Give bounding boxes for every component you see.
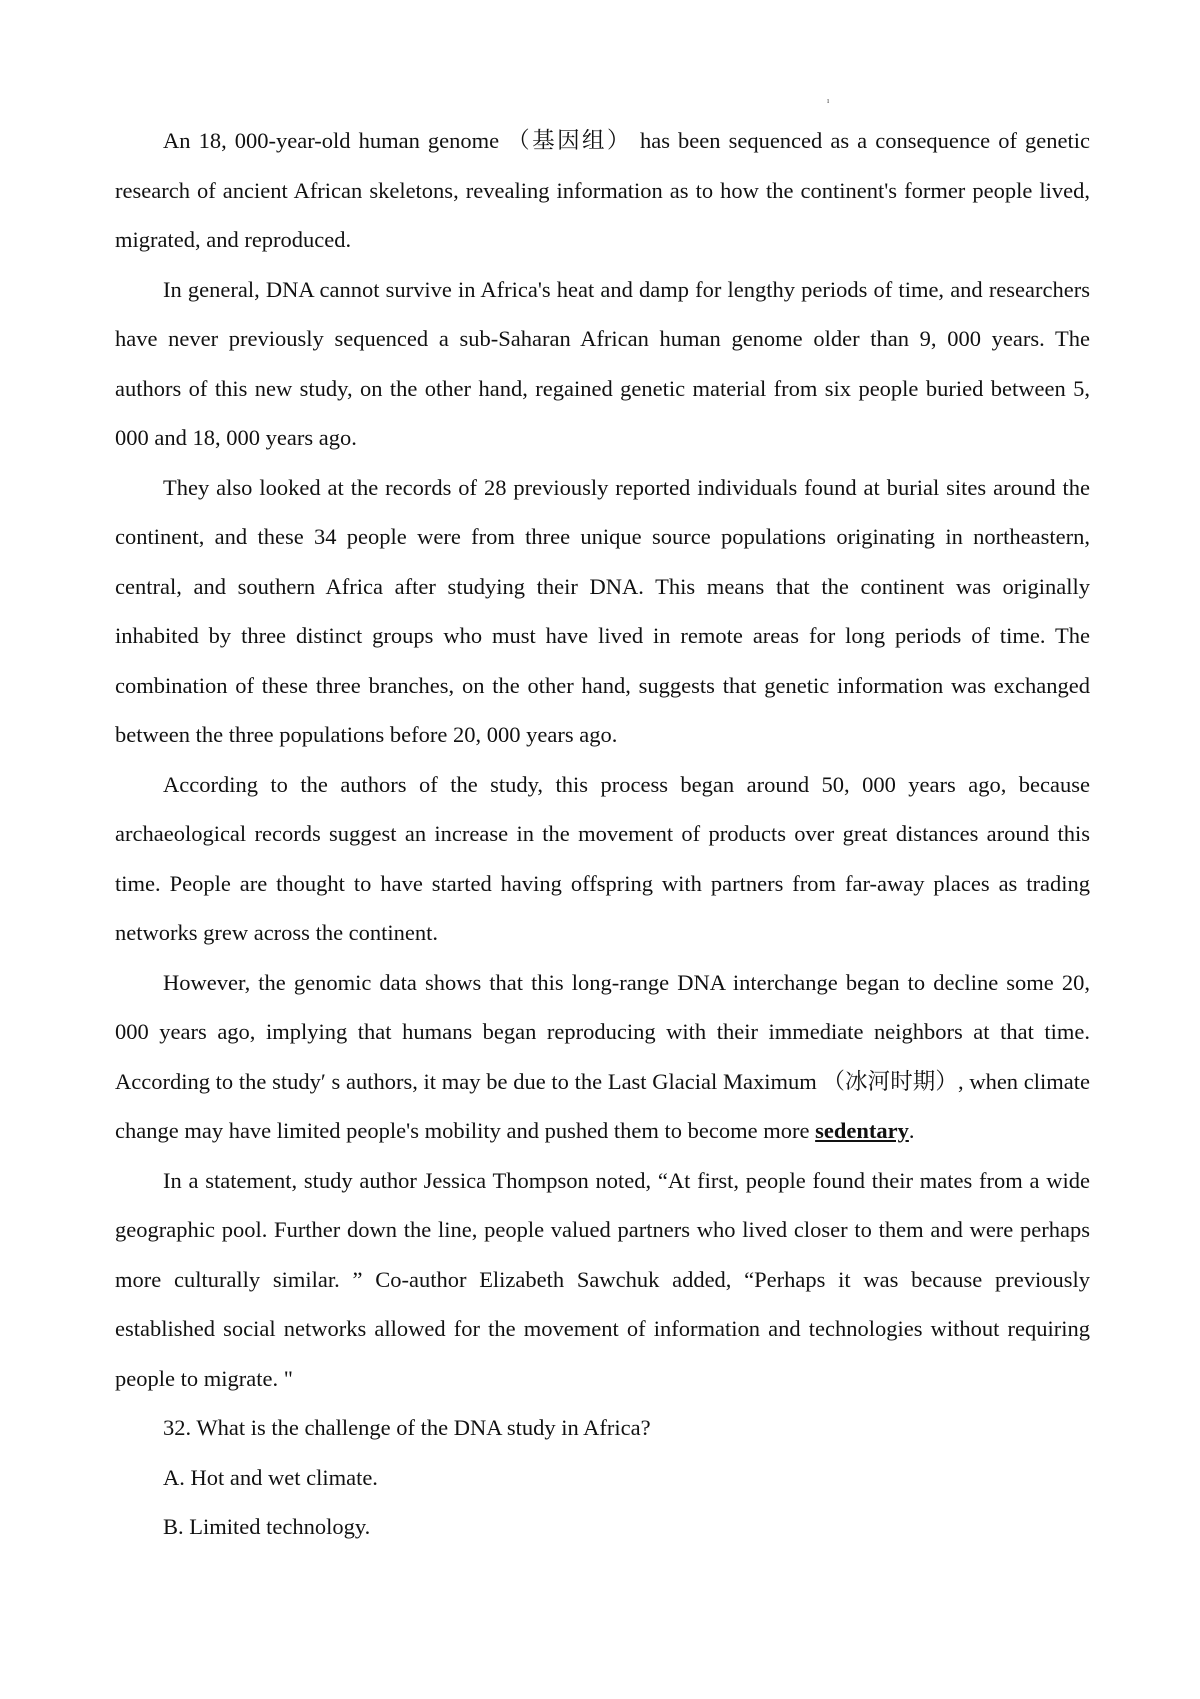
keyword-sedentary: sedentary xyxy=(815,1118,909,1143)
option-b: B. Limited technology. xyxy=(163,1514,371,1539)
paragraph-5-end: . xyxy=(908,1118,915,1143)
paragraph-5-text: However, the genomic data shows that this long-range DNA interchange began to decline some 20, 000 years ago, implying that humans began reproducing with their immediate neighbors at that time. According to the study′ s authors, it may be due to the Last Glacial Maximum （冰河时期）, when climate change may have limited people's mobility and pushed them to become more xyxy=(115,969,1090,1143)
paragraph-4: According to the authors of the study, this process began around 50, 000 years ago, because archaeological records suggest an increase in the movement of products over great distances around this time. People are thought to have started having offspring with partners from far-away places as trading networks grew across the continent. xyxy=(115,771,1090,945)
question-stem: 32. What is the challenge of the DNA study in Africa? xyxy=(163,1415,651,1440)
corner-mark: ı xyxy=(827,96,830,105)
paragraph-1: An 18, 000-year-old human genome （基因组） has been sequenced as a consequence of genetic research of ancient African skeletons, revealing information as to how the continent's former people lived, migrated, and reproduced. xyxy=(115,128,1090,252)
option-a: A. Hot and wet climate. xyxy=(163,1464,378,1490)
paragraph-3: They also looked at the records of 28 previously reported individuals found at burial sites around the continent, and these 34 people were from three unique source populations originating in northeastern, central, and southern Africa after studying their DNA. This means that the continent was originally inhabited by three distinct groups who must have lived in remote areas for long periods of time. The combination of these three branches, on the other hand, suggests that genetic information was exchanged between the three populations before 20, 000 years ago. xyxy=(115,474,1090,747)
paragraph-6: In a statement, study author Jessica Thompson noted, “At first, people found their mates from a wide geographic pool. Further down the line, people valued partners who lived closer to them and were perhaps more culturally similar. ” Co-author Elizabeth Sawchuk added, “Perhaps it was because previously established social networks allowed for the movement of information and technologies without requiring people to migrate. " xyxy=(115,1167,1090,1391)
paragraph-5 xyxy=(115,958,1090,1156)
article-body xyxy=(115,116,1090,1552)
paragraph-2: In general, DNA cannot survive in Africa's heat and damp for lengthy periods of time, and researchers have never previously sequenced a sub-Saharan African human genome older than 9, 000 years. The authors of this new study, on the other hand, regained genetic material from six people buried between 5, 000 and 18, 000 years ago. xyxy=(115,276,1090,450)
